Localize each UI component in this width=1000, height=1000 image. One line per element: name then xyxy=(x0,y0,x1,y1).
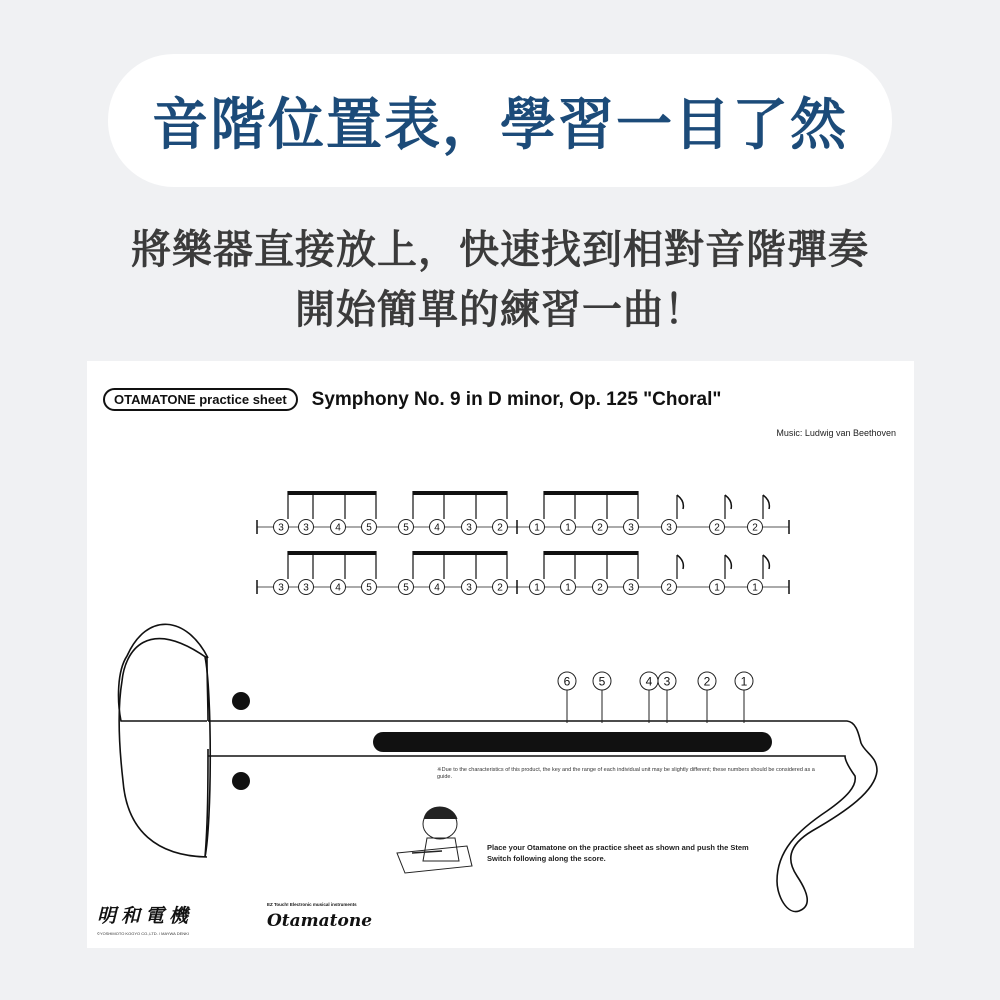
child-desk xyxy=(397,846,472,873)
note-number: 1 xyxy=(565,582,571,594)
note-number: 2 xyxy=(497,522,503,534)
note-number: 3 xyxy=(666,522,672,534)
note-number: 2 xyxy=(597,582,603,594)
score-row-2 xyxy=(257,551,789,595)
product-logo: Otamatone xyxy=(267,911,373,931)
stem-position-marks xyxy=(558,672,753,723)
note-number: 3 xyxy=(628,582,634,594)
otamatone-head-right xyxy=(205,657,208,857)
score-row-1 xyxy=(257,491,789,535)
note-number: 2 xyxy=(597,522,603,534)
note-number: 2 xyxy=(714,522,720,534)
song-title: Symphony No. 9 in D minor, Op. 125 "Choral" xyxy=(311,388,722,410)
note-number: 3 xyxy=(278,582,284,594)
otamatone-head-outline xyxy=(119,639,207,857)
stem-switch-bar xyxy=(373,732,772,752)
note-number: 1 xyxy=(534,582,540,594)
note-number: 4 xyxy=(335,522,341,534)
note-number: 2 xyxy=(497,582,503,594)
practice-sheet xyxy=(87,361,914,948)
note-number: 3 xyxy=(466,522,472,534)
page-title: 音階位置表，學習一目了然 xyxy=(152,92,848,158)
subtitle xyxy=(0,220,1000,340)
note-number: 1 xyxy=(752,582,758,594)
sheet-label: OTAMATONE practice sheet xyxy=(103,388,298,411)
note-number: 5 xyxy=(366,582,372,594)
stem-position-label: 4 xyxy=(645,674,653,689)
stem-position-label: 5 xyxy=(598,674,606,689)
note-number: 5 xyxy=(366,522,372,534)
otamatone-eye-bottom xyxy=(232,772,250,790)
otamatone-eye-top xyxy=(232,692,250,710)
note-number: 3 xyxy=(628,522,634,534)
note-flag xyxy=(677,555,683,569)
note-flag xyxy=(763,555,769,569)
title-banner xyxy=(108,54,892,187)
copyright: ©YOSHIMOTO KOGYO CO.,LTD. / MAYWA DENKI xyxy=(97,931,189,936)
note-number: 4 xyxy=(335,582,341,594)
beam xyxy=(288,491,376,495)
note-number: 3 xyxy=(278,522,284,534)
beam xyxy=(413,551,507,555)
note-flag xyxy=(763,495,769,509)
note-number: 1 xyxy=(714,582,720,594)
beam xyxy=(544,491,638,495)
note-number: 5 xyxy=(403,522,409,534)
note-number: 2 xyxy=(752,522,758,534)
note-flag xyxy=(725,495,731,509)
note-number: 3 xyxy=(303,582,309,594)
note-number: 4 xyxy=(434,522,440,534)
stem-position-label: 3 xyxy=(663,674,671,689)
ez-touch-label: EZ Touch! Electronic musical instruments xyxy=(267,902,357,907)
stem-position-label: 6 xyxy=(563,674,571,689)
child-hair xyxy=(424,807,457,819)
note-number: 3 xyxy=(303,522,309,534)
note-flag xyxy=(725,555,731,569)
maker-logo: 明和電機 xyxy=(97,905,194,927)
note-number: 1 xyxy=(534,522,540,534)
disclaimer-note: ※Due to the characteristics of this product, the key and the range of each individual unit may be slightly different; these numbers should be considered as a guide. xyxy=(437,767,815,780)
note-number: 1 xyxy=(565,522,571,534)
stem-position-label: 2 xyxy=(703,674,711,689)
beam xyxy=(413,491,507,495)
note-number: 2 xyxy=(666,582,672,594)
instruction-text: Place your Otamatone on the practice sheet as shown and push the Stem Switch following along the score. xyxy=(487,843,749,863)
beam xyxy=(544,551,638,555)
stem-position-label: 1 xyxy=(740,674,748,689)
subtitle-line-1: 將樂器直接放上，快速找到相對音階彈奏 xyxy=(131,227,869,273)
composer-credit: Music: Ludwig van Beethoven xyxy=(776,428,896,438)
child-illustration xyxy=(397,807,472,873)
note-number: 3 xyxy=(466,582,472,594)
note-number: 5 xyxy=(403,582,409,594)
note-flag xyxy=(677,495,683,509)
beam xyxy=(288,551,376,555)
note-number: 4 xyxy=(434,582,440,594)
subtitle-line-2: 開始簡單的練習一曲！ xyxy=(295,287,705,333)
